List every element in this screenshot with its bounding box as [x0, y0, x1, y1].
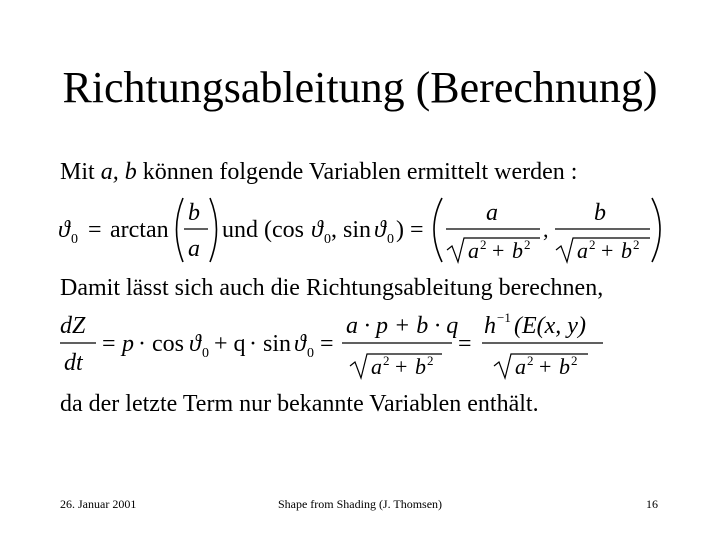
dot-cos: · cos	[138, 331, 184, 357]
und-label: und	[222, 217, 258, 243]
slide-title: Richtungsableitung (Berechnung)	[62, 63, 658, 112]
numerator-ap-bq: a · p + b · q	[346, 313, 459, 339]
text-line-conclusion: da der letzte Term nur bekannte Variablen enthält.	[60, 391, 539, 417]
vector-left-paren	[434, 198, 442, 262]
equals-sign-4: =	[458, 331, 472, 357]
theta-symbol: ϑ	[58, 217, 70, 243]
page-number: 16	[646, 497, 658, 511]
theta-symbol-cos: ϑ	[311, 217, 323, 243]
sin-label: , sin	[331, 217, 372, 243]
theta-symbol-sin: ϑ	[374, 217, 386, 243]
sqrt1-b: b	[512, 238, 523, 263]
vector-numerator-a: a	[486, 200, 498, 226]
theta-subscript: 0	[71, 232, 78, 247]
right-paren	[210, 198, 217, 262]
sqrt2-a: a	[577, 238, 588, 263]
sqrt4-sup-a: 2	[527, 353, 534, 368]
left-paren	[177, 198, 184, 262]
intro-prefix: Mit	[60, 159, 101, 185]
sqrt1-sup-b: 2	[524, 237, 531, 252]
equals-sign: =	[88, 217, 102, 243]
sqrt1-plus: +	[492, 238, 505, 263]
dot-sin: · sin	[249, 331, 291, 357]
E-of-xy: (E(x, y)	[514, 313, 586, 339]
sqrt2-sup-b: 2	[633, 237, 640, 252]
equals-sign-2: =	[102, 331, 116, 357]
arctan-label: arctan	[110, 217, 169, 243]
cos-label: (cos	[264, 217, 304, 243]
theta-subscript-cos: 0	[324, 232, 331, 247]
theta-subscript-2b: 0	[307, 346, 314, 361]
sqrt2-sup-a: 2	[589, 237, 596, 252]
fraction-numerator-b: b	[188, 200, 200, 226]
close-equals: ) =	[396, 217, 424, 243]
formula-theta-definition	[58, 198, 660, 263]
sqrt4-sup-b: 2	[571, 353, 578, 368]
sqrt3-sup-b: 2	[427, 353, 434, 368]
sqrt3-a: a	[371, 354, 382, 379]
formula-derivative	[60, 310, 603, 379]
intro-suffix: können folgende Variablen ermittelt werden :	[136, 159, 578, 185]
sqrt4-b: b	[559, 354, 570, 379]
sqrt4-plus: +	[539, 354, 552, 379]
footer-title: Shape from Shading (J. Thomsen)	[277, 497, 443, 511]
p-var: p	[122, 331, 134, 357]
sqrt4-a: a	[515, 354, 526, 379]
h-var: h	[484, 313, 496, 339]
sqrt1-sup-a: 2	[480, 237, 487, 252]
theta-subscript-2a: 0	[202, 346, 209, 361]
sqrt3-sup-a: 2	[383, 353, 390, 368]
fraction-denominator-a: a	[188, 236, 200, 262]
theta-symbol-2a: ϑ	[189, 331, 201, 357]
sqrt3-plus: +	[395, 354, 408, 379]
sqrt2-b: b	[621, 238, 632, 263]
h-superscript: −1	[497, 310, 511, 325]
text-line-derivative-intro: Damit lässt sich auch die Richtungsableitung berechnen,	[60, 275, 604, 301]
intro-vars: a, b	[100, 159, 137, 185]
vector-right-paren	[652, 198, 660, 262]
dt-label: dt	[64, 350, 83, 376]
vector-numerator-b: b	[594, 200, 606, 226]
equals-sign-3: =	[320, 331, 334, 357]
sqrt2-plus: +	[601, 238, 614, 263]
theta-subscript-sin: 0	[387, 232, 394, 247]
footer-date: 26. Januar 2001	[60, 497, 137, 511]
plus-q: + q	[214, 331, 246, 357]
theta-symbol-2b: ϑ	[294, 331, 306, 357]
sqrt1-a: a	[468, 238, 479, 263]
sqrt3-b: b	[415, 354, 426, 379]
dZ-label: dZ	[60, 313, 86, 339]
vector-comma: ,	[543, 217, 549, 242]
